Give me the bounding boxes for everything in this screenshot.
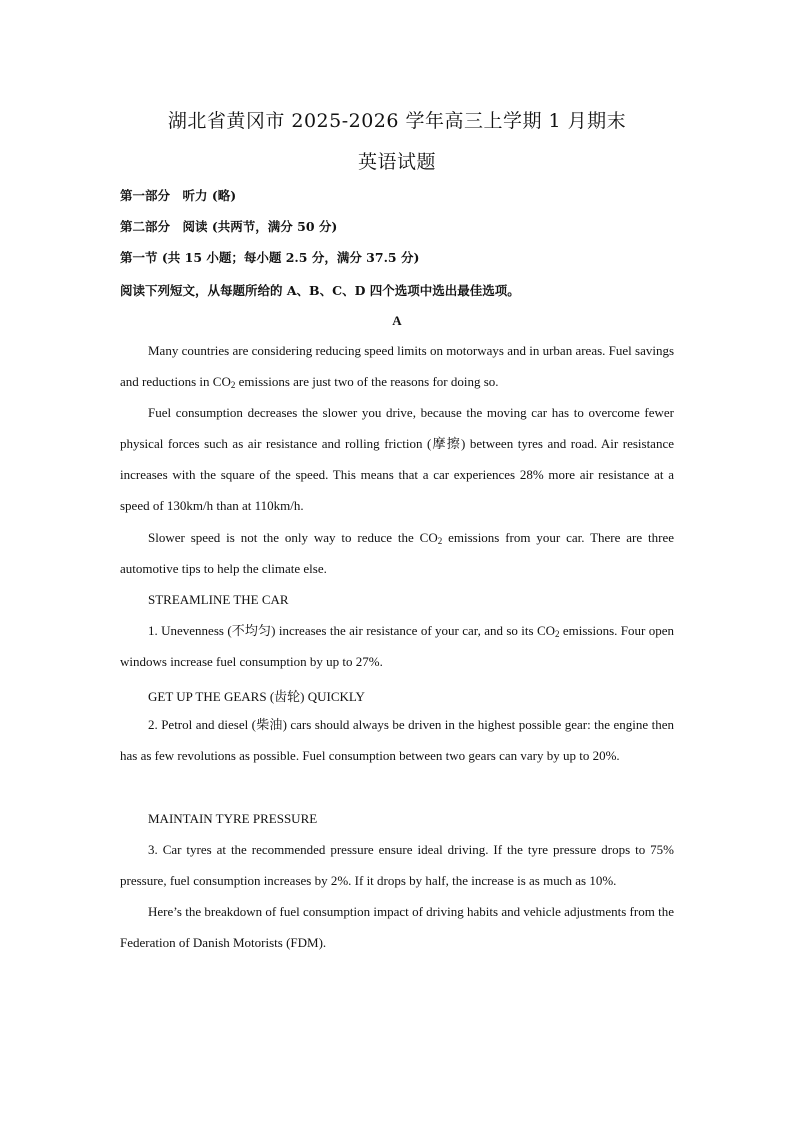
paragraph-3: Slower speed is not the only way to reduce the $CO_2$ emissions from your car. There are three automotive tips to help the climate else. — [120, 530, 674, 576]
tip-heading-gears: GET UP THE GEARS (齿轮) QUICKLY — [148, 689, 365, 704]
paragraph-2: Fuel consumption decreases the slower you drive, because the moving car has to overcome fewer physical forces such as air resistance and rolling friction (摩擦) between tyres and road. Air resistance increases with the square of the speed. This means that a car experiences 28% more air resistance at a speed of 130km/h than at 110km/h. — [120, 405, 674, 513]
exam-subtitle: 英语试题 — [357, 151, 436, 173]
exam-title: 湖北省黄冈市 2025-2026 学年高三上学期 1 月期末 — [167, 110, 627, 132]
tip-heading-streamline: STREAMLINE THE CAR — [148, 592, 289, 607]
passage-label: A — [392, 313, 402, 328]
paragraph-tip-2: 2. Petrol and diesel (柴油) cars should always be driven in the highest possible gear: the engine then has as few revolutions as possible. Fuel consumption between two gears can vary by up to 20%. — [120, 717, 674, 763]
paragraph-1: Many countries are considering reducing speed limits on motorways and in urban areas. Fuel savings and reductions in $CO_2$ emissions are just two of the reasons for doing so. — [120, 343, 675, 390]
paragraph-fdm: Here’s the breakdown of fuel consumption impact of driving habits and vehicle adjustments from the Federation of Danish Motorists (FDM). — [120, 904, 674, 950]
paragraph-tip-3: 3. Car tyres at the recommended pressure ensure ideal driving. If the tyre pressure drops to 75% pressure, fuel consumption increases by 2%. If it drops by half, the increase is as much as 10%. — [120, 842, 674, 888]
paragraph-tip-1: 1. Unevenness (不均匀) increases the air resistance of your car, and so its $CO_2$ emissions. Four open windows increase fuel consumption by up to 27%. — [120, 623, 674, 669]
tip-heading-tyre: MAINTAIN TYRE PRESSURE — [148, 811, 318, 826]
part2-heading: 第二部分 阅读 (共两节，满分 50 分) — [120, 219, 338, 234]
section1-heading: 第一节 (共 15 小题；每小题 2.5 分，满分 37.5 分) — [120, 250, 420, 265]
part1-heading: 第一部分 听力 (略) — [120, 188, 237, 203]
instruction-text: 阅读下列短文，从每题所给的 A、B、C、D 四个选项中选出最佳选项。 — [120, 283, 520, 298]
